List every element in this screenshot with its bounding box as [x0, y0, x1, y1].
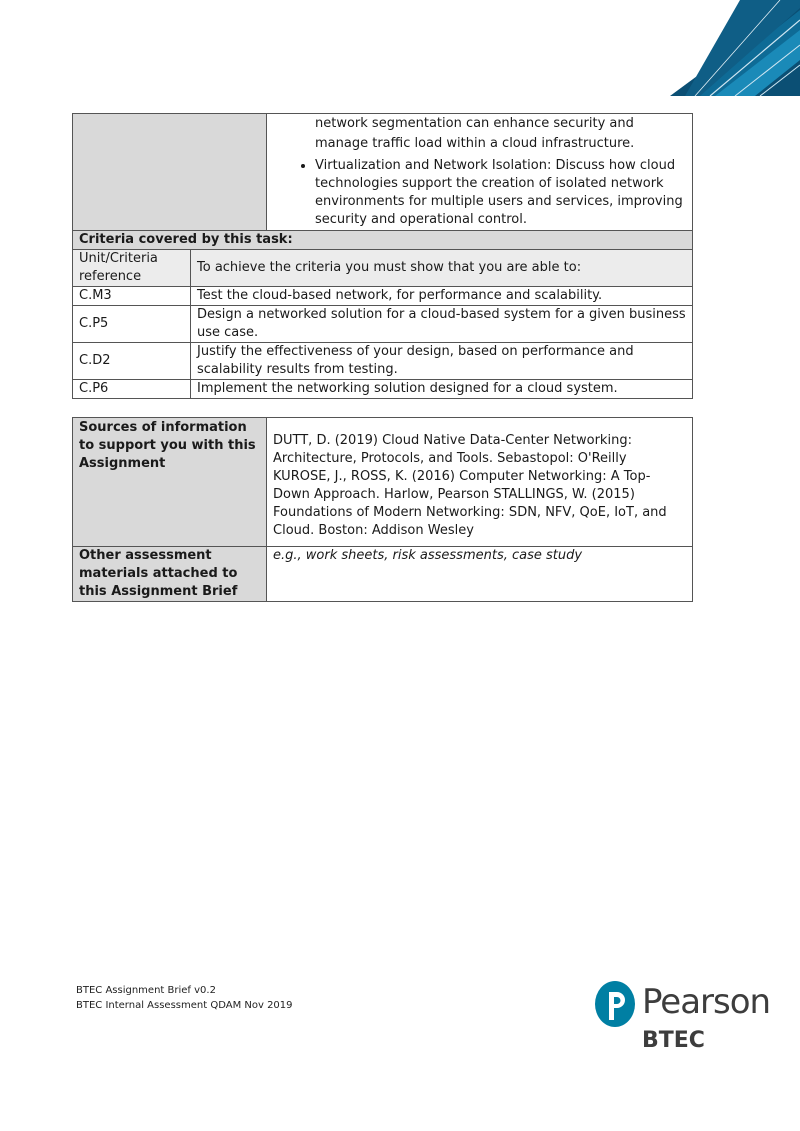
criteria-text: Implement the networking solution designed for a cloud system. [191, 380, 693, 399]
corner-decoration [640, 0, 800, 96]
task-continuation-text: network segmentation can enhance security and manage traffic load within a cloud infrastructure. [315, 116, 635, 151]
sources-label: Sources of information to support you with this Assignment [73, 418, 267, 547]
other-materials-example: e.g., work sheets, risk assessments, case study [273, 548, 583, 563]
other-materials-label: Other assessment materials attached to this Assignment Brief [73, 547, 267, 602]
footer-line-1: BTEC Assignment Brief v0.2 [76, 985, 216, 996]
criteria-ref: C.D2 [73, 343, 191, 380]
criteria-text: Justify the effectiveness of your design, based on performance and scalability results from testing. [191, 343, 693, 380]
btec-wordmark: BTEC [642, 1028, 705, 1053]
task-bullet-virtualization: • Virtualization and Network Isolation: Discuss how cloud technologies support the creation of isolated network environments for multiple users and services, improving security and operational control. [315, 157, 686, 229]
task-criteria-table [72, 113, 693, 399]
criteria-col2-header: To achieve the criteria you must show that you are able to: [191, 250, 693, 287]
criteria-ref: C.P5 [73, 306, 191, 343]
criteria-row [73, 287, 693, 306]
task-label-cell [73, 114, 267, 231]
criteria-ref: C.P6 [73, 380, 191, 399]
criteria-heading: Criteria covered by this task: [73, 231, 693, 250]
other-materials-text [267, 547, 693, 602]
criteria-row [73, 380, 693, 399]
pearson-btec-logo [594, 980, 771, 1060]
criteria-col1-header: Unit/Criteria reference [73, 250, 191, 287]
sources-text: DUTT, D. (2019) Cloud Native Data-Center Networking: Architecture, Protocols, and Tools. Sebastopol: O'Reilly KUROSE, J., ROSS, K. (2016) Computer Networking: A Top-Down Approach. Harlow, Pearson STALLINGS, W. (2015) Foundations of Modern Networking: SDN, NFV, QoE, IoT, and Cloud. Boston: Addison Wesley [267, 418, 693, 547]
pearson-wordmark: Pearson [642, 982, 771, 1022]
criteria-text: Test the cloud-based network, for performance and scalability. [191, 287, 693, 306]
pearson-p-icon [594, 980, 636, 1034]
criteria-ref: C.M3 [73, 287, 191, 306]
criteria-text: Design a networked solution for a cloud-based system for a given business use case. [191, 306, 693, 343]
footer-line-2: BTEC Internal Assessment QDAM Nov 2019 [76, 1000, 293, 1011]
criteria-row [73, 306, 693, 343]
footer [76, 983, 293, 1013]
criteria-row [73, 343, 693, 380]
task-description-cell [267, 114, 693, 231]
sources-table [72, 417, 693, 602]
